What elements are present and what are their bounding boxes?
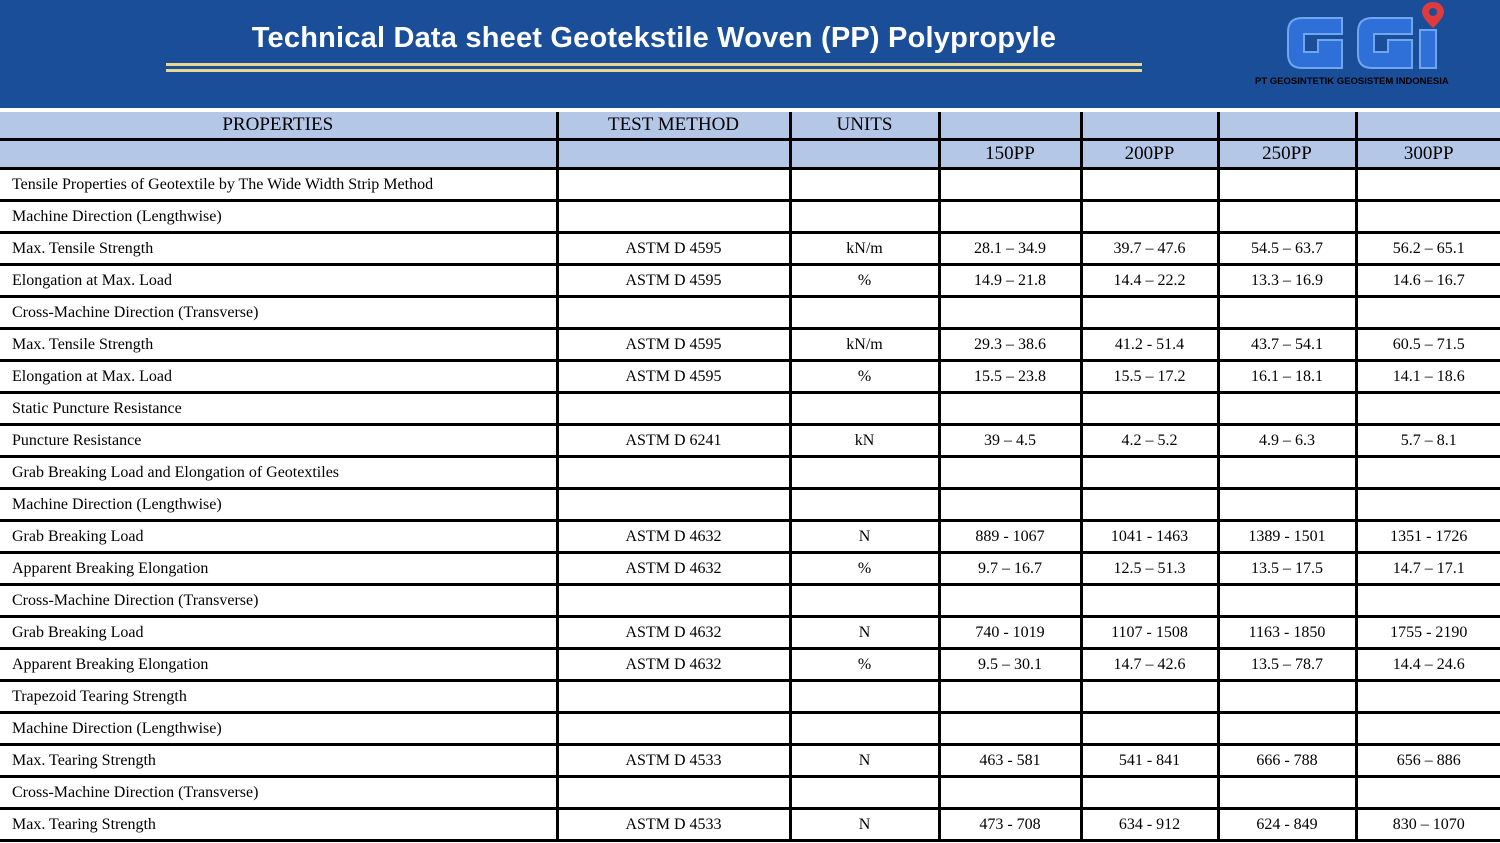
cell-test-method: ASTM D 4632 [557,553,790,585]
cell-test-method [557,393,790,425]
cell-units: % [790,553,939,585]
cell-properties: Puncture Resistance [0,425,557,457]
cell-test-method [557,169,790,201]
cell-300pp [1356,585,1500,617]
cell-units [790,777,939,809]
company-logo [1280,0,1480,76]
cell-200pp: 15.5 – 17.2 [1081,361,1218,393]
cell-150pp: 463 - 581 [939,745,1081,777]
cell-200pp: 1107 - 1508 [1081,617,1218,649]
cell-properties: Grab Breaking Load [0,617,557,649]
table-row [0,425,1500,457]
cell-300pp [1356,777,1500,809]
cell-200pp: 4.2 – 5.2 [1081,425,1218,457]
cell-300pp: 1351 - 1726 [1356,521,1500,553]
header-cell-250pp: 250PP [1218,140,1356,169]
cell-properties: Grab Breaking Load [0,521,557,553]
cell-test-method: ASTM D 4632 [557,521,790,553]
header-cell-units [790,140,939,169]
header-cell-150pp [939,112,1081,140]
cell-250pp: 16.1 – 18.1 [1218,361,1356,393]
cell-properties: Apparent Breaking Elongation [0,649,557,681]
table-header-row [0,112,1500,140]
cell-test-method: ASTM D 4632 [557,617,790,649]
cell-200pp [1081,201,1218,233]
header-cell-250pp [1218,112,1356,140]
cell-250pp: 54.5 – 63.7 [1218,233,1356,265]
cell-units: N [790,617,939,649]
cell-test-method: ASTM D 4595 [557,329,790,361]
cell-150pp [939,201,1081,233]
cell-test-method: ASTM D 4595 [557,361,790,393]
table-row [0,809,1500,841]
cell-250pp: 624 - 849 [1218,809,1356,841]
header-divider [0,108,1500,111]
logo-letter-g2 [1358,18,1412,68]
cell-250pp: 4.9 – 6.3 [1218,425,1356,457]
table-row [0,713,1500,745]
cell-properties: Tensile Properties of Geotextile by The Wide Width Strip Method [0,169,557,201]
cell-test-method: ASTM D 6241 [557,425,790,457]
table-row [0,457,1500,489]
cell-units [790,489,939,521]
cell-300pp [1356,297,1500,329]
cell-150pp [939,681,1081,713]
table-row [0,169,1500,201]
cell-200pp [1081,681,1218,713]
cell-150pp: 14.9 – 21.8 [939,265,1081,297]
cell-300pp: 14.7 – 17.1 [1356,553,1500,585]
cell-250pp: 1163 - 1850 [1218,617,1356,649]
table-row [0,361,1500,393]
cell-250pp [1218,777,1356,809]
table-row [0,393,1500,425]
table-row [0,553,1500,585]
cell-test-method [557,201,790,233]
cell-300pp: 56.2 – 65.1 [1356,233,1500,265]
cell-250pp: 13.5 – 78.7 [1218,649,1356,681]
cell-units [790,297,939,329]
cell-200pp: 12.5 – 51.3 [1081,553,1218,585]
cell-150pp [939,297,1081,329]
cell-200pp [1081,585,1218,617]
cell-properties: Machine Direction (Lengthwise) [0,713,557,745]
cell-properties: Cross-Machine Direction (Transverse) [0,777,557,809]
cell-units: kN/m [790,233,939,265]
header-cell-150pp: 150PP [939,140,1081,169]
cell-200pp [1081,169,1218,201]
header-cell-300pp: 300PP [1356,140,1500,169]
cell-300pp: 1755 - 2190 [1356,617,1500,649]
cell-200pp: 14.7 – 42.6 [1081,649,1218,681]
cell-200pp: 541 - 841 [1081,745,1218,777]
table-row [0,745,1500,777]
cell-300pp [1356,393,1500,425]
cell-units: % [790,265,939,297]
cell-300pp: 5.7 – 8.1 [1356,425,1500,457]
table-row [0,617,1500,649]
cell-250pp: 13.3 – 16.9 [1218,265,1356,297]
cell-properties: Max. Tearing Strength [0,745,557,777]
cell-200pp [1081,489,1218,521]
cell-150pp [939,777,1081,809]
cell-300pp [1356,681,1500,713]
cell-150pp [939,489,1081,521]
cell-units: % [790,361,939,393]
cell-300pp: 656 – 886 [1356,745,1500,777]
cell-200pp [1081,713,1218,745]
cell-150pp [939,585,1081,617]
cell-300pp [1356,457,1500,489]
cell-250pp: 13.5 – 17.5 [1218,553,1356,585]
table-row [0,585,1500,617]
cell-units [790,713,939,745]
table-row [0,777,1500,809]
cell-200pp: 1041 - 1463 [1081,521,1218,553]
cell-250pp [1218,585,1356,617]
cell-200pp [1081,393,1218,425]
cell-properties: Max. Tensile Strength [0,233,557,265]
cell-units [790,201,939,233]
header-cell-300pp [1356,112,1500,140]
cell-test-method: ASTM D 4595 [557,265,790,297]
logo-letter-g1 [1288,18,1342,68]
cell-test-method [557,681,790,713]
cell-properties: Elongation at Max. Load [0,361,557,393]
cell-200pp: 14.4 – 22.2 [1081,265,1218,297]
cell-300pp [1356,169,1500,201]
cell-units [790,169,939,201]
table-body [0,169,1500,841]
header-cell-test-method: TEST METHOD [557,112,790,140]
cell-300pp: 14.6 – 16.7 [1356,265,1500,297]
cell-150pp [939,457,1081,489]
cell-test-method [557,585,790,617]
cell-properties: Grab Breaking Load and Elongation of Geotextiles [0,457,557,489]
cell-300pp: 14.1 – 18.6 [1356,361,1500,393]
cell-300pp: 60.5 – 71.5 [1356,329,1500,361]
header-cell-properties: PROPERTIES [0,112,557,140]
table-header-row [0,140,1500,169]
cell-units: kN/m [790,329,939,361]
cell-150pp [939,713,1081,745]
cell-250pp: 43.7 – 54.1 [1218,329,1356,361]
cell-250pp: 666 - 788 [1218,745,1356,777]
cell-test-method [557,713,790,745]
ggi-logo-icon [1280,0,1480,76]
cell-150pp: 9.5 – 30.1 [939,649,1081,681]
cell-properties: Machine Direction (Lengthwise) [0,489,557,521]
table-row [0,681,1500,713]
cell-200pp [1081,457,1218,489]
cell-units: N [790,521,939,553]
cell-units: N [790,809,939,841]
cell-150pp: 28.1 – 34.9 [939,233,1081,265]
cell-properties: Trapezoid Tearing Strength [0,681,557,713]
cell-properties: Machine Direction (Lengthwise) [0,201,557,233]
cell-test-method: ASTM D 4533 [557,809,790,841]
cell-properties: Max. Tensile Strength [0,329,557,361]
cell-250pp [1218,681,1356,713]
cell-200pp: 634 - 912 [1081,809,1218,841]
cell-units: % [790,649,939,681]
cell-properties: Apparent Breaking Elongation [0,553,557,585]
cell-150pp: 9.7 – 16.7 [939,553,1081,585]
company-name: PT GEOSINTETIK GEOSISTEM INDONESIA [1255,76,1449,87]
cell-150pp: 473 - 708 [939,809,1081,841]
cell-test-method: ASTM D 4632 [557,649,790,681]
cell-units: N [790,745,939,777]
header-cell-units: UNITS [790,112,939,140]
cell-250pp [1218,457,1356,489]
cell-units [790,393,939,425]
header-cell-properties [0,140,557,169]
cell-properties: Elongation at Max. Load [0,265,557,297]
table-header [0,112,1500,169]
cell-300pp: 830 – 1070 [1356,809,1500,841]
header-cell-200pp: 200PP [1081,140,1218,169]
cell-250pp [1218,201,1356,233]
header-banner [0,0,1500,108]
cell-300pp [1356,713,1500,745]
cell-units [790,681,939,713]
cell-150pp: 740 - 1019 [939,617,1081,649]
cell-150pp [939,393,1081,425]
table-row [0,201,1500,233]
cell-200pp [1081,777,1218,809]
cell-300pp [1356,201,1500,233]
cell-units [790,585,939,617]
cell-units: kN [790,425,939,457]
table-row [0,329,1500,361]
cell-150pp: 29.3 – 38.6 [939,329,1081,361]
header-cell-test-method [557,140,790,169]
cell-properties: Max. Tearing Strength [0,809,557,841]
cell-250pp [1218,393,1356,425]
cell-test-method [557,777,790,809]
table-row [0,489,1500,521]
cell-150pp [939,169,1081,201]
cell-150pp: 39 – 4.5 [939,425,1081,457]
cell-150pp: 889 - 1067 [939,521,1081,553]
cell-test-method: ASTM D 4533 [557,745,790,777]
cell-300pp: 14.4 – 24.6 [1356,649,1500,681]
title-underline [166,63,1142,72]
cell-units [790,457,939,489]
cell-300pp [1356,489,1500,521]
cell-250pp [1218,713,1356,745]
table-row [0,233,1500,265]
page-title: Technical Data sheet Geotekstile Woven (PP) Polypropyle [251,22,1057,54]
logo-letter-i [1420,30,1436,68]
cell-250pp [1218,297,1356,329]
cell-test-method: ASTM D 4595 [557,233,790,265]
cell-200pp: 41.2 - 51.4 [1081,329,1218,361]
table-row [0,297,1500,329]
cell-properties: Static Puncture Resistance [0,393,557,425]
table-row [0,649,1500,681]
cell-150pp: 15.5 – 23.8 [939,361,1081,393]
cell-properties: Cross-Machine Direction (Transverse) [0,585,557,617]
cell-200pp: 39.7 – 47.6 [1081,233,1218,265]
table-row [0,521,1500,553]
cell-properties: Cross-Machine Direction (Transverse) [0,297,557,329]
table-row [0,265,1500,297]
cell-200pp [1081,297,1218,329]
cell-test-method [557,457,790,489]
cell-test-method [557,297,790,329]
cell-250pp [1218,169,1356,201]
cell-test-method [557,489,790,521]
header-cell-200pp [1081,112,1218,140]
spec-table [0,112,1500,842]
cell-250pp: 1389 - 1501 [1218,521,1356,553]
cell-250pp [1218,489,1356,521]
